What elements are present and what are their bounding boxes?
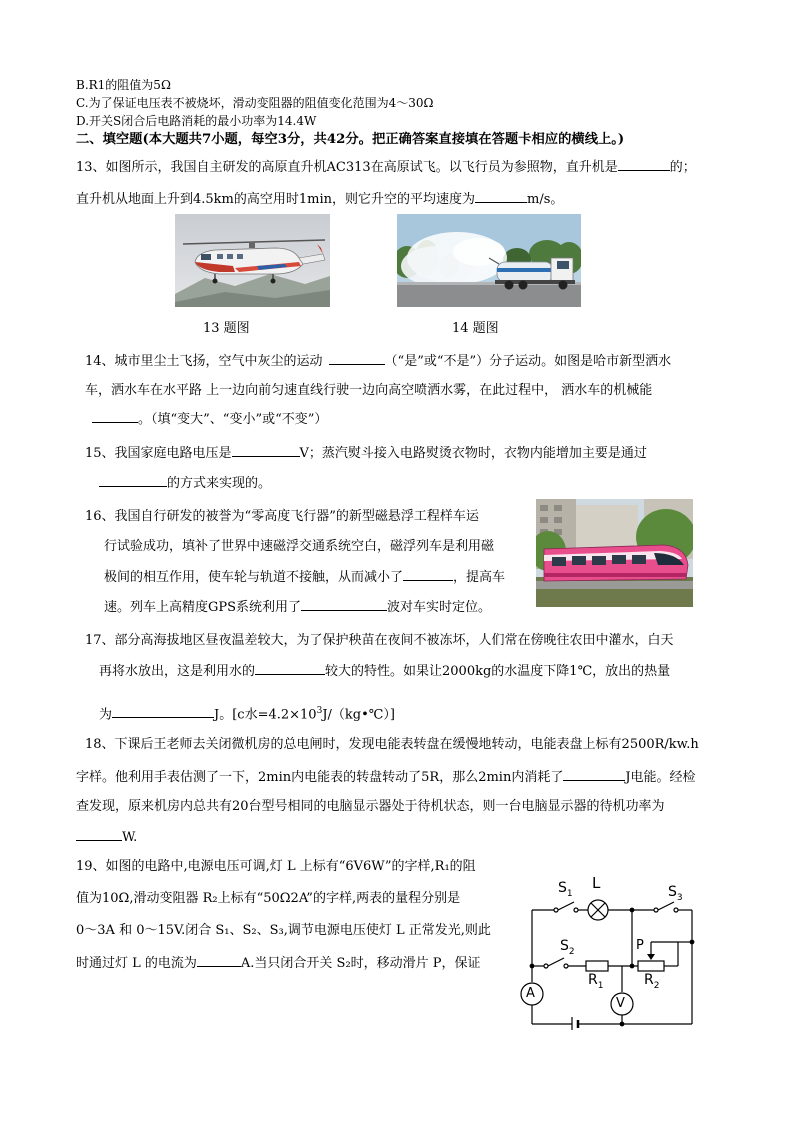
answer-blank[interactable] (92, 410, 138, 423)
answer-blank[interactable] (232, 444, 300, 457)
q19-line4: 时通过灯 L 的电流为 A.当只闭合开关 S₂时，移动滑片 P，保证 (76, 956, 481, 971)
q19-line3: 0～3A 和 0～15V.闭合 S₁、S₂、S₃,调节电源电压使灯 L 正常发光,则此 (76, 923, 491, 938)
maglev-train-photo (536, 499, 693, 607)
q14-line1: 14、城市里尘土飞扬，空气中灰尘的运动 （“是”或“不是”）分子运动。如图是哈市新型洒水 (85, 354, 672, 369)
helicopter-photo (175, 214, 330, 307)
q13-line2: 直升机从地面上升到4.5km的高空用时1min，则它升空的平均速度为 m/s。 (76, 192, 564, 207)
q13-line1: 13、如图所示，我国自主研发的高原直升机AC313在高原试飞。以飞行员为参照物，直升机是 的； (76, 160, 696, 175)
q14-line2: 车，洒水车在水平路 上一边向前匀速直线行驶一边向高空喷洒水雾，在此过程中， 洒水车的机械能 (85, 383, 653, 398)
s3-label: $S_3$ (668, 884, 683, 903)
q15-line2: 的方式来实现的。 (99, 474, 271, 493)
q18-line3: 查发现，原来机房内总共有20台型号相同的电脑显示器处于待机状态，则一台电脑显示器的待机功率为 (76, 799, 665, 814)
answer-blank[interactable] (563, 768, 625, 781)
q16-line1: 16、我国自行研发的被誉为“零高度飞行器”的新型磁悬浮工程样车运 (85, 509, 479, 524)
answer-blank[interactable] (403, 568, 453, 581)
q18-line2: 字样。他利用手表估测了一下，2min内电能表的转盘转动了5R，那么2min内消耗了 J电能。经检 (76, 770, 696, 785)
q17-line2: 再将水放出，这是利用水的 较大的特性。如果让2000kg的水温度下降1℃，放出的热量 (99, 664, 671, 679)
answer-blank[interactable] (475, 190, 527, 203)
ammeter-label: A (526, 986, 535, 1001)
answer-blank[interactable] (99, 474, 167, 487)
answer-blank[interactable] (112, 705, 214, 718)
q16-line2: 行试验成功，填补了世界中速磁浮交通系统空白，磁浮列车是利用磁 (104, 539, 495, 554)
circuit-diagram (512, 874, 707, 1030)
answer-blank[interactable] (618, 158, 670, 171)
q17-line3: 为 J。[c水$=4.2\times 10^3J/(kg•℃)$] (99, 706, 395, 723)
fig14-caption: 14 题图 (452, 321, 499, 336)
fig13-caption: 13 题图 (203, 321, 250, 336)
q16-line4: 速。列车上高精度GPS系统利用了 波对车实时定位。 (104, 600, 492, 615)
answer-blank[interactable] (197, 954, 241, 967)
voltmeter-label: V (616, 996, 625, 1011)
q19-line2: 值为10Ω,滑动变阻器 R₂上标有“50Ω2A”的字样,两表的量程分别是 (76, 891, 461, 906)
sprinkler-truck-photo (397, 214, 581, 307)
q19-line1: 19、如图的电路中,电源电压可调,灯 L 上标有“6V6W”的字样,R₁的阻 (76, 859, 476, 874)
s1-label: $S_1$ (558, 880, 573, 899)
option-c: C.为了保证电压表不被烧坏，滑动变阻器的阻值变化范围为4～30Ω (76, 96, 434, 110)
option-b: B.R1的阻值为5Ω (76, 78, 171, 92)
q18-line4: W. (76, 828, 137, 847)
answer-blank[interactable] (76, 828, 122, 841)
option-d: D.开关S闭合后电路消耗的最小功率为14.4W (76, 114, 317, 128)
slider-p-label: P (636, 938, 644, 953)
s2-label: $S_2$ (560, 938, 575, 957)
q15-line1: 15、我国家庭电路电压是 V；蒸汽熨斗接入电路熨烫衣物时，衣物内能增加主要是通过 (85, 446, 647, 461)
q17-line1: 17、部分高海拔地区昼夜温差较大，为了保护秧苗在夜间不被冻坏，人们常在傍晚往农田中灌水，白天 (85, 633, 674, 648)
lamp-label: L (592, 874, 601, 892)
r2-label: $R_2$ (644, 972, 660, 991)
section-header: 二、填空题(本大题共7小题，每空3分，共42分。把正确答案直接填在答题卡相应的横线上。) (76, 132, 625, 147)
q14-line3: 。（填“变大”、“变小”或“不变”） (92, 410, 327, 429)
answer-blank[interactable] (301, 598, 387, 611)
r1-label: $R_1$ (588, 972, 604, 991)
q16-line3: 极间的相互作用，使车轮与轨道不接触，从而减小了 ，提高车 (104, 570, 506, 585)
answer-blank[interactable] (329, 352, 385, 365)
answer-blank[interactable] (255, 662, 325, 675)
q18-line1: 18、下课后王老师去关闭微机房的总电闸时，发现电能表转盘在缓慢地转动，电能表盘上标有2500R/kw.h (85, 737, 699, 752)
